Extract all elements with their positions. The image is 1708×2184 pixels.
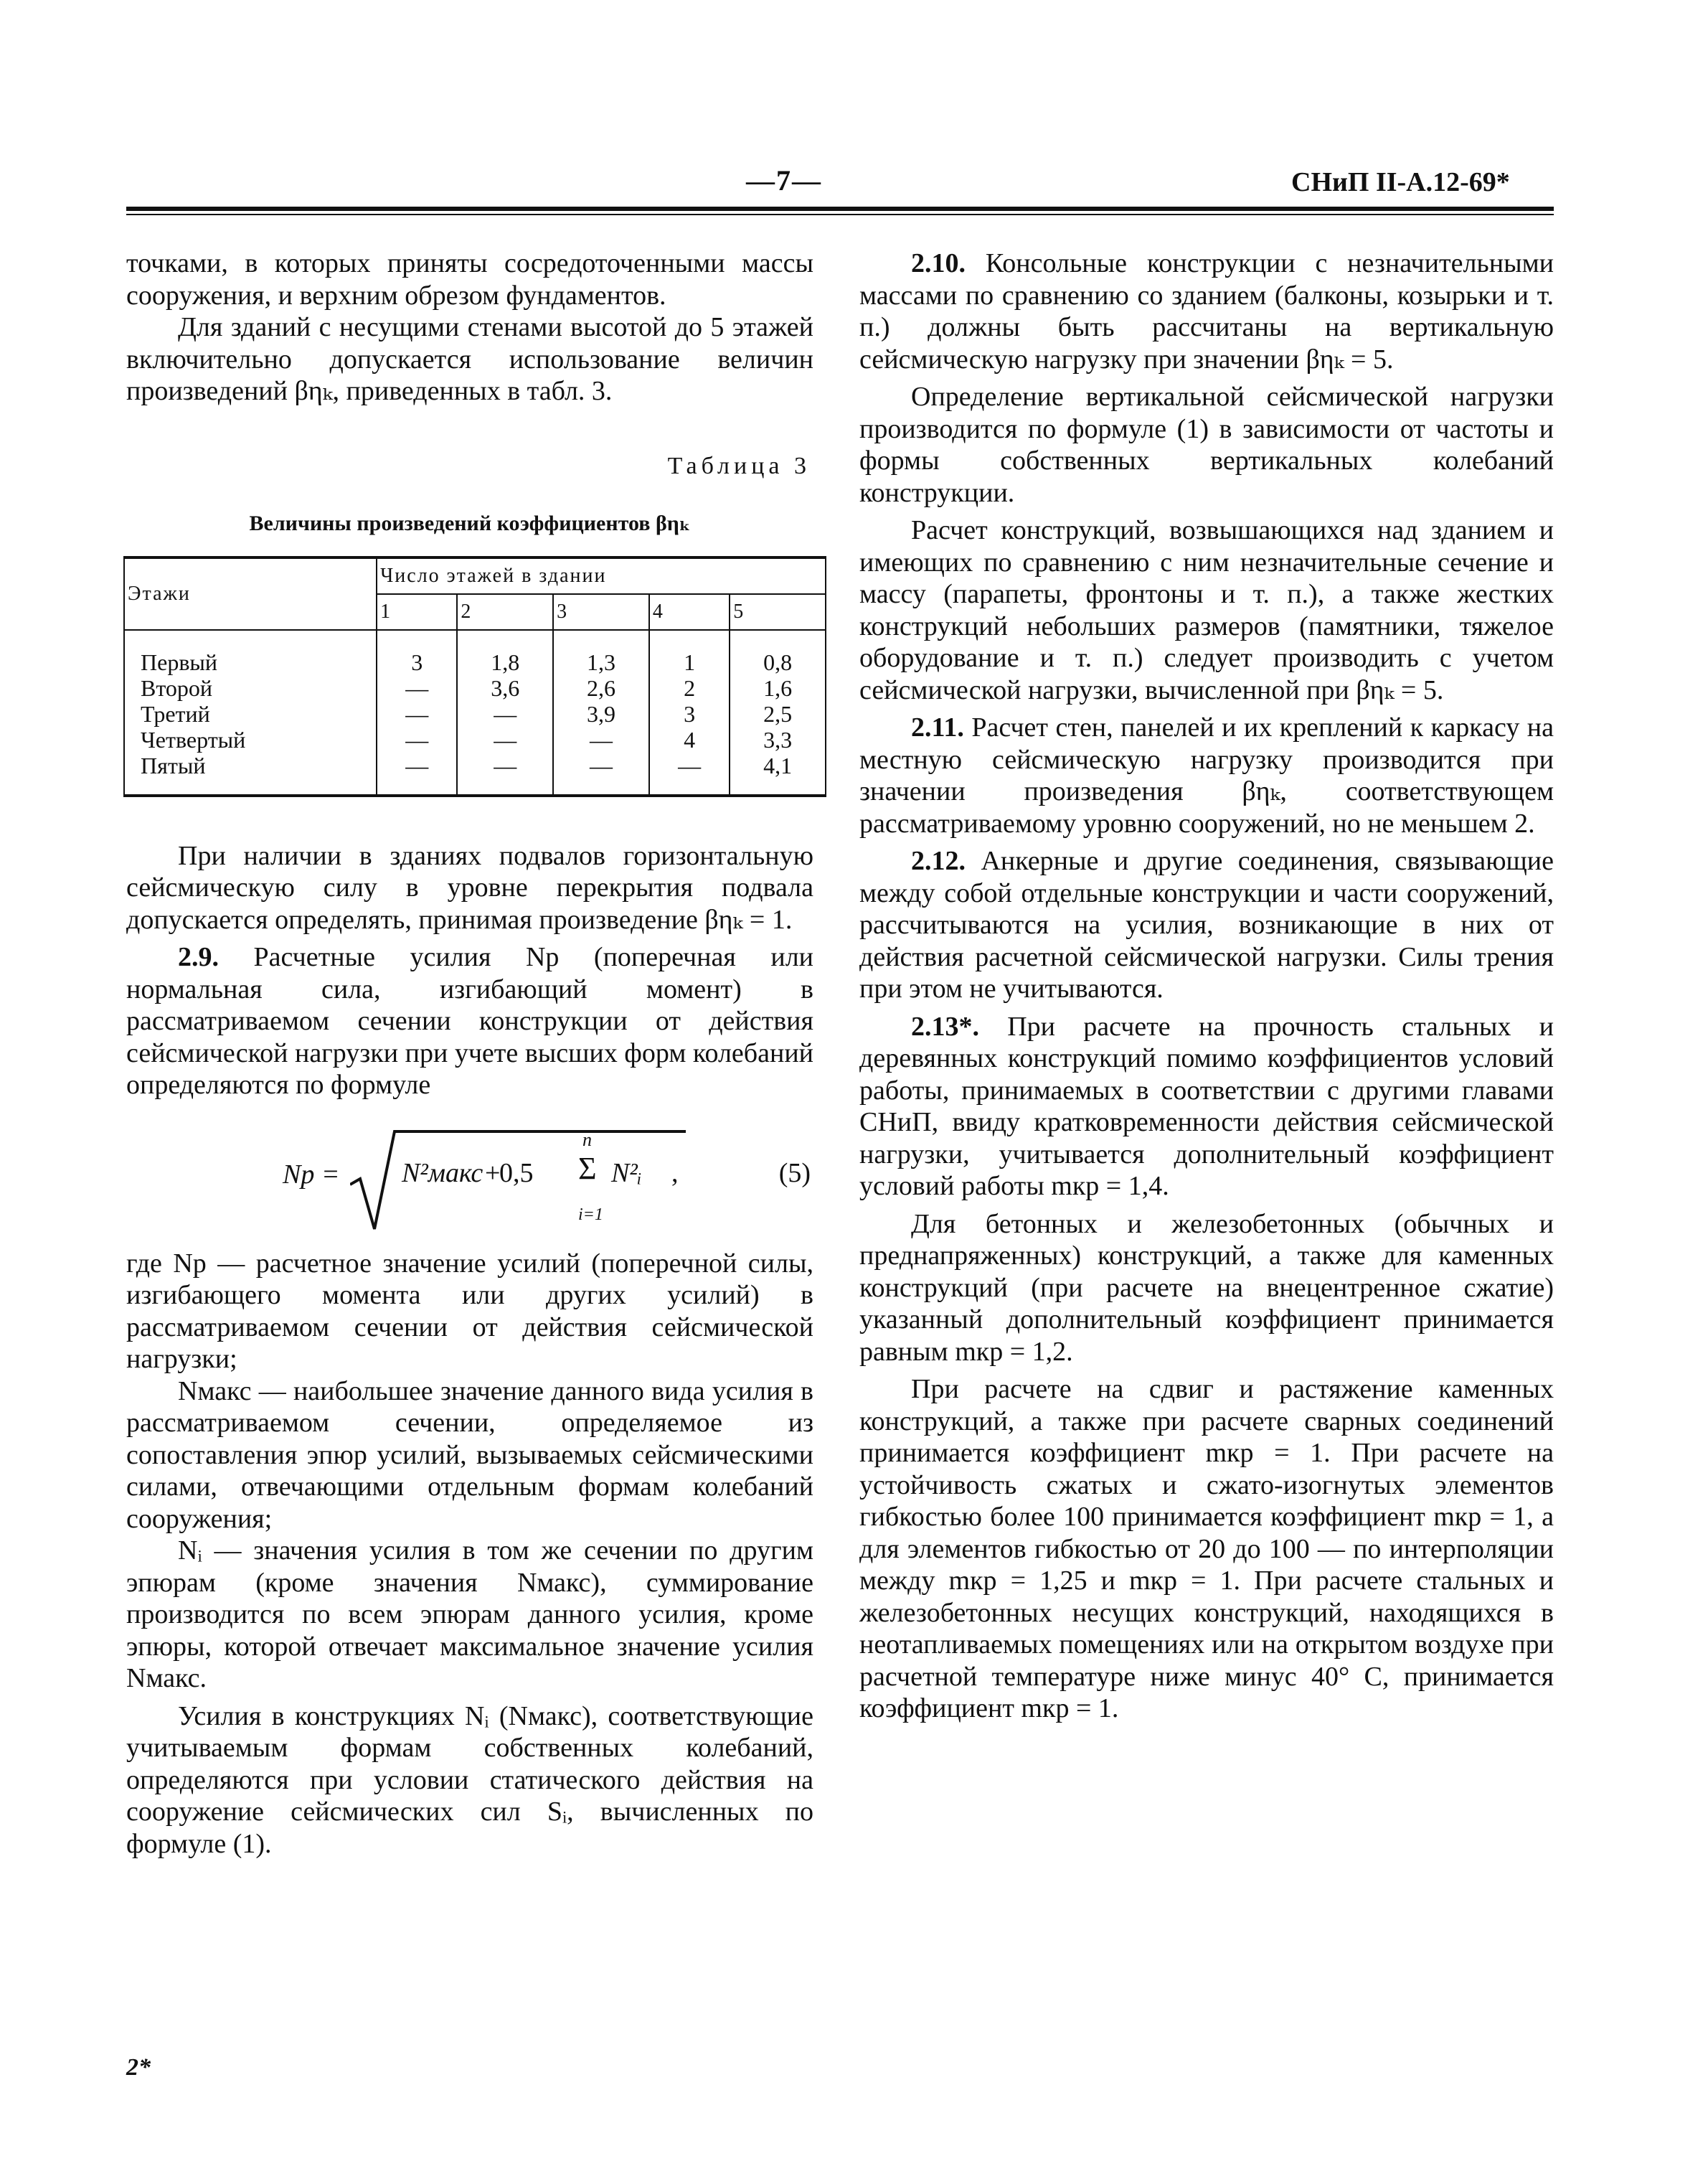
floor-label: Второй [124,675,377,701]
table-cell: — [649,753,730,796]
table-cell: 1 [649,630,730,675]
sum-upper-limit: n [582,1129,592,1150]
paragraph-bearing-walls: Для зданий с несущими стенами высотой до 5 этажей включительно допускается использование величин произведений βηₖ, приведенных в табл. 3. [126,312,813,406]
table-row [124,753,826,796]
table-cell: 1,6 [730,675,826,701]
section-text: Консольные конструкции с незначительными массами по сравнению со зданием (балконы, козырьки и т. п.) должны быть рассчитаны на вертикальную сейсмическую нагрузку при значении βηₖ = 5. [859,248,1554,375]
table-row [124,630,826,675]
table-cell: 3,9 [553,701,649,727]
section-number: 2.13*. [911,1011,979,1042]
section-text: Расчет стен, панелей и их креплений к каркасу на местную сейсмическую нагрузку производится при значении произведения βηₖ, соответствующем рассматриваемому уровню сооружений, но не меньшем 2. [859,712,1554,839]
table-cell: 2,5 [730,701,826,727]
left-column [126,248,813,1860]
formula-coefficient: 0,5 [499,1157,534,1188]
paragraph-shear: При расчете на сдвиг и растяжение каменных конструкций, а также при расчете сварных соединений принимается коэффициент mкр = 1. При расчете на устойчивость сжатых и сжато-изогнутых элементов гибкостью более 100 принимается коэффициент mкр = 1, а для элементов гибкостью от 20 до 100 — по интерполяции между mкр = 1,25 и mкр = 1. При расчете стальных и железобетонных несущих конструкций, находящихся в неотапливаемых помещениях или на открытом воздухе при расчетной температуре ниже минус 40° С, принимается коэффициент mкр = 1. [859,1374,1554,1723]
sum-sign: Σ [578,1150,597,1186]
table-cell: 1,8 [457,630,553,675]
floors-count-header: Число этажей в здании [377,557,826,594]
table-cell: — [377,675,457,701]
table-cell: — [377,753,457,796]
table-cell: 4 [649,727,730,753]
floor-label: Пятый [124,753,377,796]
table-cell: 3 [649,701,730,727]
formula-term-max: N²макс [402,1157,483,1188]
table-cell: — [553,727,649,753]
header-rule [126,207,1554,215]
table-cell: 3 [377,630,457,675]
formula-plus: + [485,1157,501,1188]
paragraph-where-np: где Nр — расчетное значение усилий (поперечной силы, изгибающего момента или других усилий) в рассматриваемом сечении от действия сейсмической нагрузки; [126,1248,813,1374]
formula-number: (5) [778,1157,811,1188]
column-header: 5 [730,594,826,630]
paragraph-nmax: Nмакс — наибольшее значение данного вида усилия в рассматриваемом сечении, определяемое из сопоставления эпюр усилий, вызываемых сейсмическими силами, отвечающими отдельным формам колебаний сооружения; [126,1375,813,1534]
paragraph-2-11 [859,712,1554,839]
table-row [124,701,826,727]
paragraph-concrete: Для бетонных и железобетонных (обычных и преднапряженных) конструкций, а также для каменных конструкций (при расчете на внецентренное сжатие) указанный дополнительный коэффициент принимается равным mкр = 1,2. [859,1208,1554,1367]
paragraph-2-12 [859,845,1554,1005]
table-cell: — [553,753,649,796]
table-cell: — [457,701,553,727]
section-text: Расчетные усилия Nр (поперечная или нормальная сила, изгибающий момент) в рассматриваемом сечении конструкции от действия сейсмической нагрузки при учете высших форм колебаний определяются по формуле [126,942,813,1100]
column-header: 4 [649,594,730,630]
table-cell: 3,6 [457,675,553,701]
table-row [124,727,826,753]
table-title: Величины произведений коэффициентов βηₖ [249,512,691,535]
table-row [124,675,826,701]
section-text: При расчете на прочность стальных и деревянных конструкций помимо коэффициентов условий работы, принимаемых в соответствии с другими главами СНиП, ввиду кратковременности действия сейсмической нагрузки, учитывается дополнительный коэффициент условий работы mкр = 1,4. [859,1011,1554,1201]
table-cell: 4,1 [730,753,826,796]
paragraph-2-10 [859,248,1554,375]
table-cell: 3,3 [730,727,826,753]
right-column [859,248,1554,1725]
table-cell: 1,3 [553,630,649,675]
floors-header: Этажи [124,557,377,630]
signature-mark: 2* [126,2054,151,2081]
paragraph-forces: Усилия в конструкциях Nᵢ (Nмакс), соответствующие учитываемым формам собственных колебаний, определяются при условии статического действия на сооружение сейсмических сил Sᵢ, вычисленных по формуле (1). [126,1700,813,1859]
paragraph-vertical-load: Определение вертикальной сейсмической нагрузки производится по формуле (1) в зависимости от частоты и формы собственных вертикальных колебаний конструкции. [859,382,1554,508]
paragraph-basements: При наличии в зданиях подвалов горизонтальную сейсмическую силу в уровне перекрытия подвала допускается определять, принимая произведение βηₖ = 1. [126,840,813,935]
table-cell: 0,8 [730,630,826,675]
column-header: 2 [457,594,553,630]
paragraph-towering-structures: Расчет конструкций, возвышающихся над зданием и имеющих по сравнению с ним незначительные сечение и массу (парапеты, фронтоны и т. п.), а также жестких конструкций небольших размеров (памятники, тяжелое оборудование и т. п.) следует производить с учетом сейсмической нагрузки, вычисленной при βηₖ = 5. [859,515,1554,705]
section-text: Анкерные и другие соединения, связывающие между собой отдельные конструкции и части сооружений, рассчитываются на усилия, возникающие в них от действия расчетной сейсмической нагрузки. Силы трения при этом не учитываются. [859,846,1554,1004]
section-number: 2.10. [911,248,966,278]
page-number: —7— [746,164,822,197]
table-cell: — [457,727,553,753]
paragraph-ni: Nᵢ — значения усилия в том же сечении по другим эпюрам (кроме значения Nмакс), суммирование производится по всем эпюрам данного усилия, кроме эпюры, которой отвечает максимальное значение усилия Nмакс. [126,1535,813,1693]
section-number: 2.9. [178,942,219,972]
paragraph-2-9 [126,941,813,1101]
paragraph-continuation: точками, в которых приняты сосредоточенными массы сооружения, и верхним обрезом фундаментов. [126,248,813,311]
section-number: 2.12. [911,846,966,876]
table-cell: 2,6 [553,675,649,701]
paragraph-2-13 [859,1011,1554,1202]
table-cell: — [377,701,457,727]
document-code: СНиП II-А.12-69* [1291,167,1510,197]
floor-label: Первый [124,630,377,675]
floor-label: Четвертый [124,727,377,753]
table-caption: Таблица 3 [667,452,811,479]
coefficient-table [123,556,826,797]
formula-5 [126,1121,813,1236]
column-header: 1 [377,594,457,630]
column-header: 3 [553,594,649,630]
formula-lhs: Nр = [283,1159,340,1190]
floor-label: Третий [124,701,377,727]
sum-lower-limit: i=1 [578,1205,603,1224]
table-cell: — [377,727,457,753]
table-cell: — [457,753,553,796]
formula-term-i: N²ᵢ [611,1157,642,1188]
section-number: 2.11. [911,712,964,743]
table-cell: 2 [649,675,730,701]
formula-comma: , [671,1157,679,1188]
